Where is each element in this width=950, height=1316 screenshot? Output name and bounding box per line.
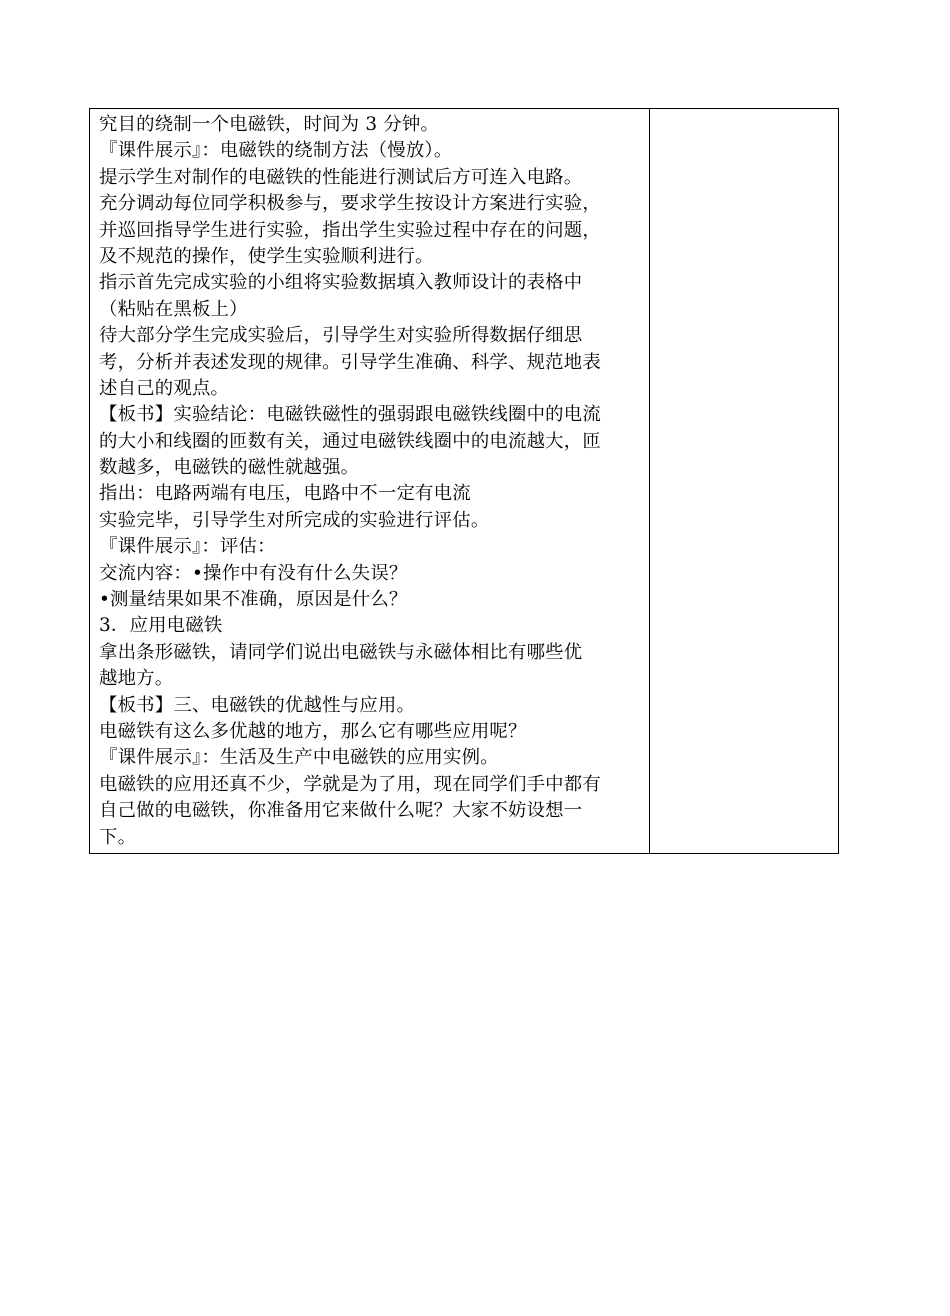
text-line: 交流内容：•操作中有没有什么失误？	[99, 562, 408, 584]
notes-cell	[649, 109, 838, 854]
text-line: 拿出条形磁铁，请同学们说出电磁铁与永磁体相比有哪些优	[99, 641, 583, 663]
text-line: 电磁铁有这么多优越的地方，那么它有哪些应用呢？	[99, 720, 527, 742]
text-line: 『课件展示』：电磁铁的绕制方法（慢放）。	[99, 140, 453, 162]
teaching-process-cell	[90, 109, 650, 854]
text-line: 述自己的观点。	[99, 377, 230, 399]
text-line: 考，分析并表述发现的规律。引导学生准确、科学、规范地表	[99, 351, 601, 373]
text-line: 『课件展示』：生活及生产中电磁铁的应用实例。	[99, 747, 499, 769]
text-line: 提示学生对制作的电磁铁的性能进行测试后方可连入电路。	[99, 166, 583, 188]
text-line: 【板书】实验结论：电磁铁磁性的强弱跟电磁铁线圈中的电流	[99, 404, 601, 426]
text-line: 指示首先完成实验的小组将实验数据填入教师设计的表格中	[99, 272, 583, 294]
text-line: 『课件展示』：评估：	[99, 536, 276, 558]
text-line: 究目的绕制一个电磁铁，时间为 3 分钟。	[99, 114, 440, 135]
text-line: 指出：电路两端有电压，电路中不一定有电流	[99, 483, 471, 505]
text-line: 并巡回指导学生进行实验，指出学生实验过程中存在的问题，	[99, 219, 601, 241]
lesson-plan-table	[89, 108, 839, 854]
text-line: 数越多，电磁铁的磁性就越强。	[99, 457, 360, 479]
text-line: •测量结果如果不准确，原因是什么？	[99, 589, 408, 611]
text-line: 实验完毕，引导学生对所完成的实验进行评估。	[99, 509, 490, 531]
table-row	[90, 109, 839, 854]
text-line: 电磁铁的应用还真不少，学就是为了用，现在同学们手中都有	[99, 773, 601, 795]
text-line: 3．应用电磁铁	[99, 615, 223, 637]
text-line: 充分调动每位同学积极参与，要求学生按设计方案进行实验，	[99, 193, 601, 215]
text-line: 下。	[99, 826, 137, 848]
text-line: （粘贴在黑板上）	[99, 298, 248, 320]
text-line: 的大小和线圈的匝数有关，通过电磁铁线圈中的电流越大，匝	[99, 430, 601, 452]
text-line: 【板书】三、电磁铁的优越性与应用。	[99, 694, 416, 716]
text-line: 待大部分学生完成实验后，引导学生对实验所得数据仔细思	[99, 325, 583, 347]
text-line: 及不规范的操作，使学生实验顺利进行。	[99, 245, 434, 267]
text-line: 越地方。	[99, 668, 174, 690]
text-line: 自己做的电磁铁，你准备用它来做什么呢？大家不妨设想一	[99, 800, 583, 822]
teaching-process-text	[90, 109, 649, 853]
